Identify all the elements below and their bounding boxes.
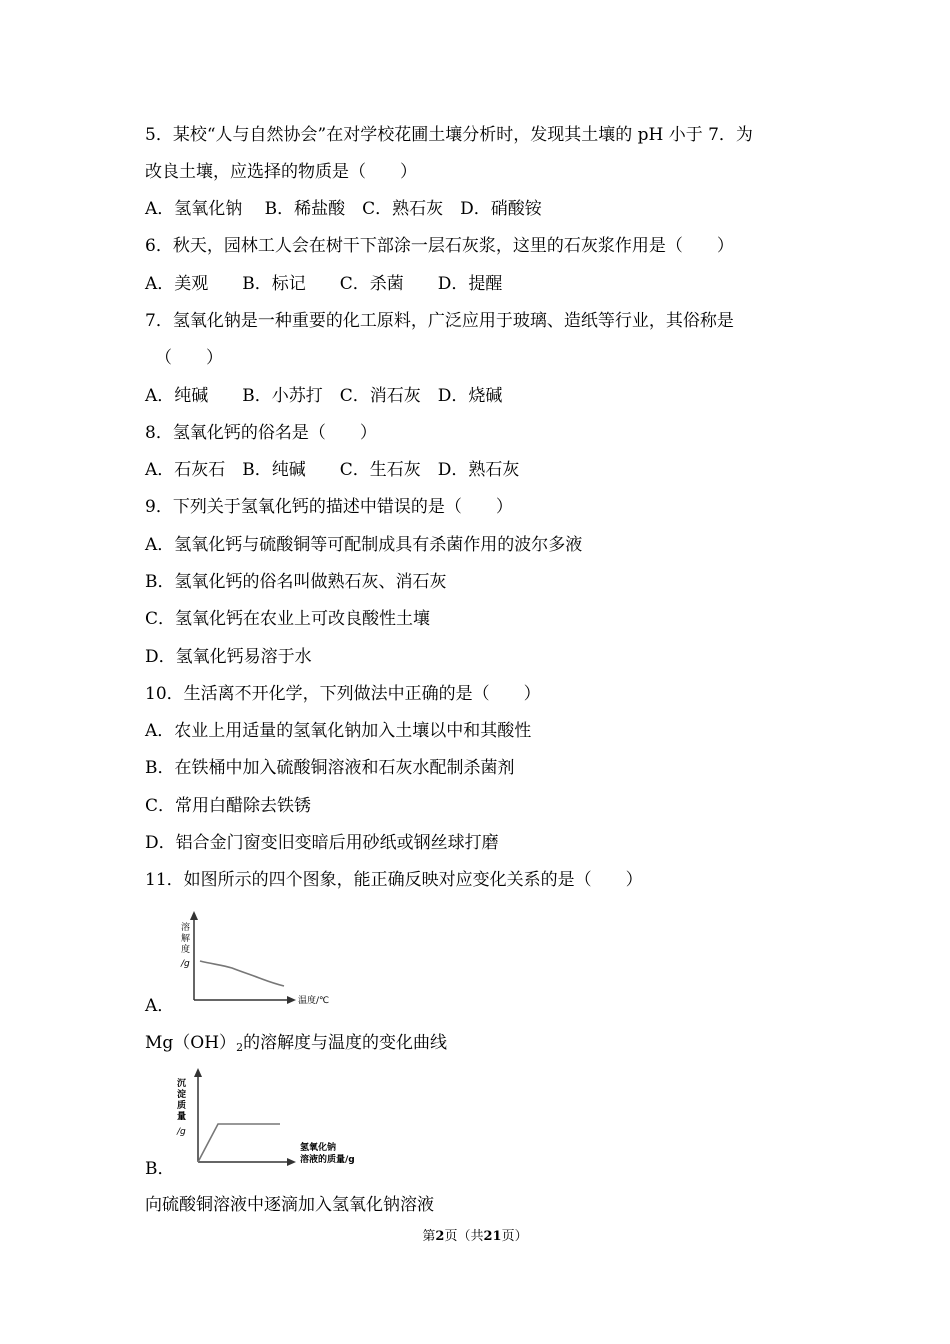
q7-stem-line2: （ ） bbox=[155, 348, 223, 368]
figa-xlabel: 温度/℃ bbox=[298, 996, 330, 1006]
figa-curve bbox=[200, 961, 284, 986]
q10-option-a: A．农业上用适量的氢氧化钠加入土壤以中和其酸性 bbox=[145, 721, 532, 741]
q5-options: A．氢氧化钠 B．稀盐酸 C．熟石灰 D．硝酸铵 bbox=[145, 199, 542, 219]
figb-ylabel-4: 量 bbox=[177, 1112, 187, 1122]
q8-options: A．石灰石 B．纯碱 C．生石灰 D．熟石灰 bbox=[145, 460, 520, 480]
q7-options: A．纯碱 B．小苏打 C．消石灰 D．烧碱 bbox=[145, 386, 503, 406]
total-pages: 21 bbox=[483, 1229, 502, 1244]
page-footer: 第2页（共21页） bbox=[422, 1229, 528, 1244]
q10-option-c: C．常用白醋除去铁锈 bbox=[145, 796, 312, 816]
q5-stem-line1: 5．某校“人与自然协会”在对学校花圃土壤分析时，发现其土壤的 pH 小于 7．为 bbox=[145, 125, 753, 145]
figa-ylabel-1: 溶 bbox=[181, 923, 191, 933]
figb-curve bbox=[198, 1124, 280, 1162]
q10-stem: 10．生活离不开化学，下列做法中正确的是（ ） bbox=[145, 684, 541, 704]
q10-option-d: D．铝合金门窗变旧变暗后用砂纸或钢丝球打磨 bbox=[145, 833, 499, 853]
q11-option-b-letter: B． bbox=[145, 1159, 175, 1179]
figa-ylabel-3: 度 bbox=[181, 945, 191, 955]
figa-ylabel-4: /g bbox=[181, 959, 190, 969]
q5-stem-line2: 改良土壤，应选择的物质是（ ） bbox=[145, 162, 417, 182]
figa-ylabel-2: 解 bbox=[181, 934, 191, 944]
current-page-number: 2 bbox=[435, 1229, 445, 1244]
q9-option-d: D．氢氧化钙易溶于水 bbox=[145, 647, 312, 667]
figa-x-arrow bbox=[287, 996, 296, 1004]
q11-stem: 11．如图所示的四个图象，能正确反映对应变化关系的是（ ） bbox=[145, 870, 643, 890]
q9-option-b: B．氢氧化钙的俗名叫做熟石灰、消石灰 bbox=[145, 572, 447, 592]
q10-option-b: B．在铁桶中加入硫酸铜溶液和石灰水配制杀菌剂 bbox=[145, 758, 515, 778]
q11-figure-b bbox=[170, 1064, 370, 1176]
figa-y-arrow bbox=[190, 911, 198, 920]
figb-ylabel-3: 质 bbox=[177, 1101, 187, 1111]
q8-stem: 8．氢氧化钙的俗名是（ ） bbox=[145, 423, 377, 443]
q11-option-b-text: 向硫酸铜溶液中逐滴加入氢氧化钠溶液 bbox=[145, 1195, 434, 1215]
q11-option-a-text: $Mg(OH)_2$的溶解度与温度的变化曲线 bbox=[145, 1033, 448, 1054]
q9-stem: 9．下列关于氢氧化钙的描述中错误的是（ ） bbox=[145, 497, 513, 517]
q11-option-a-letter: A． bbox=[145, 996, 175, 1016]
figb-xlabel-2: 溶液的质量/g bbox=[300, 1155, 355, 1165]
q9-option-c: C．氢氧化钙在农业上可改良酸性土壤 bbox=[145, 609, 431, 629]
figb-xlabel-1: 氢氧化钠 bbox=[300, 1143, 337, 1153]
figb-y-arrow bbox=[194, 1068, 202, 1077]
q6-stem: 6．秋天，园林工人会在树干下部涂一层石灰浆，这里的石灰浆作用是（ ） bbox=[145, 236, 734, 256]
figb-ylabel-2: 淀 bbox=[177, 1090, 187, 1100]
q7-stem-line1: 7．氢氧化钠是一种重要的化工原料，广泛应用于玻璃、造纸等行业，其俗称是 bbox=[145, 311, 734, 331]
figb-ylabel-5: /g bbox=[177, 1127, 186, 1137]
figb-ylabel-1: 沉 bbox=[177, 1079, 187, 1089]
q6-options: A．美观 B．标记 C．杀菌 D．提醒 bbox=[145, 274, 503, 294]
q9-option-a: A．氢氧化钙与硫酸铜等可配制成具有杀菌作用的波尔多液 bbox=[145, 535, 583, 555]
q11-figure-a bbox=[172, 908, 332, 1008]
figb-x-arrow bbox=[287, 1158, 296, 1166]
